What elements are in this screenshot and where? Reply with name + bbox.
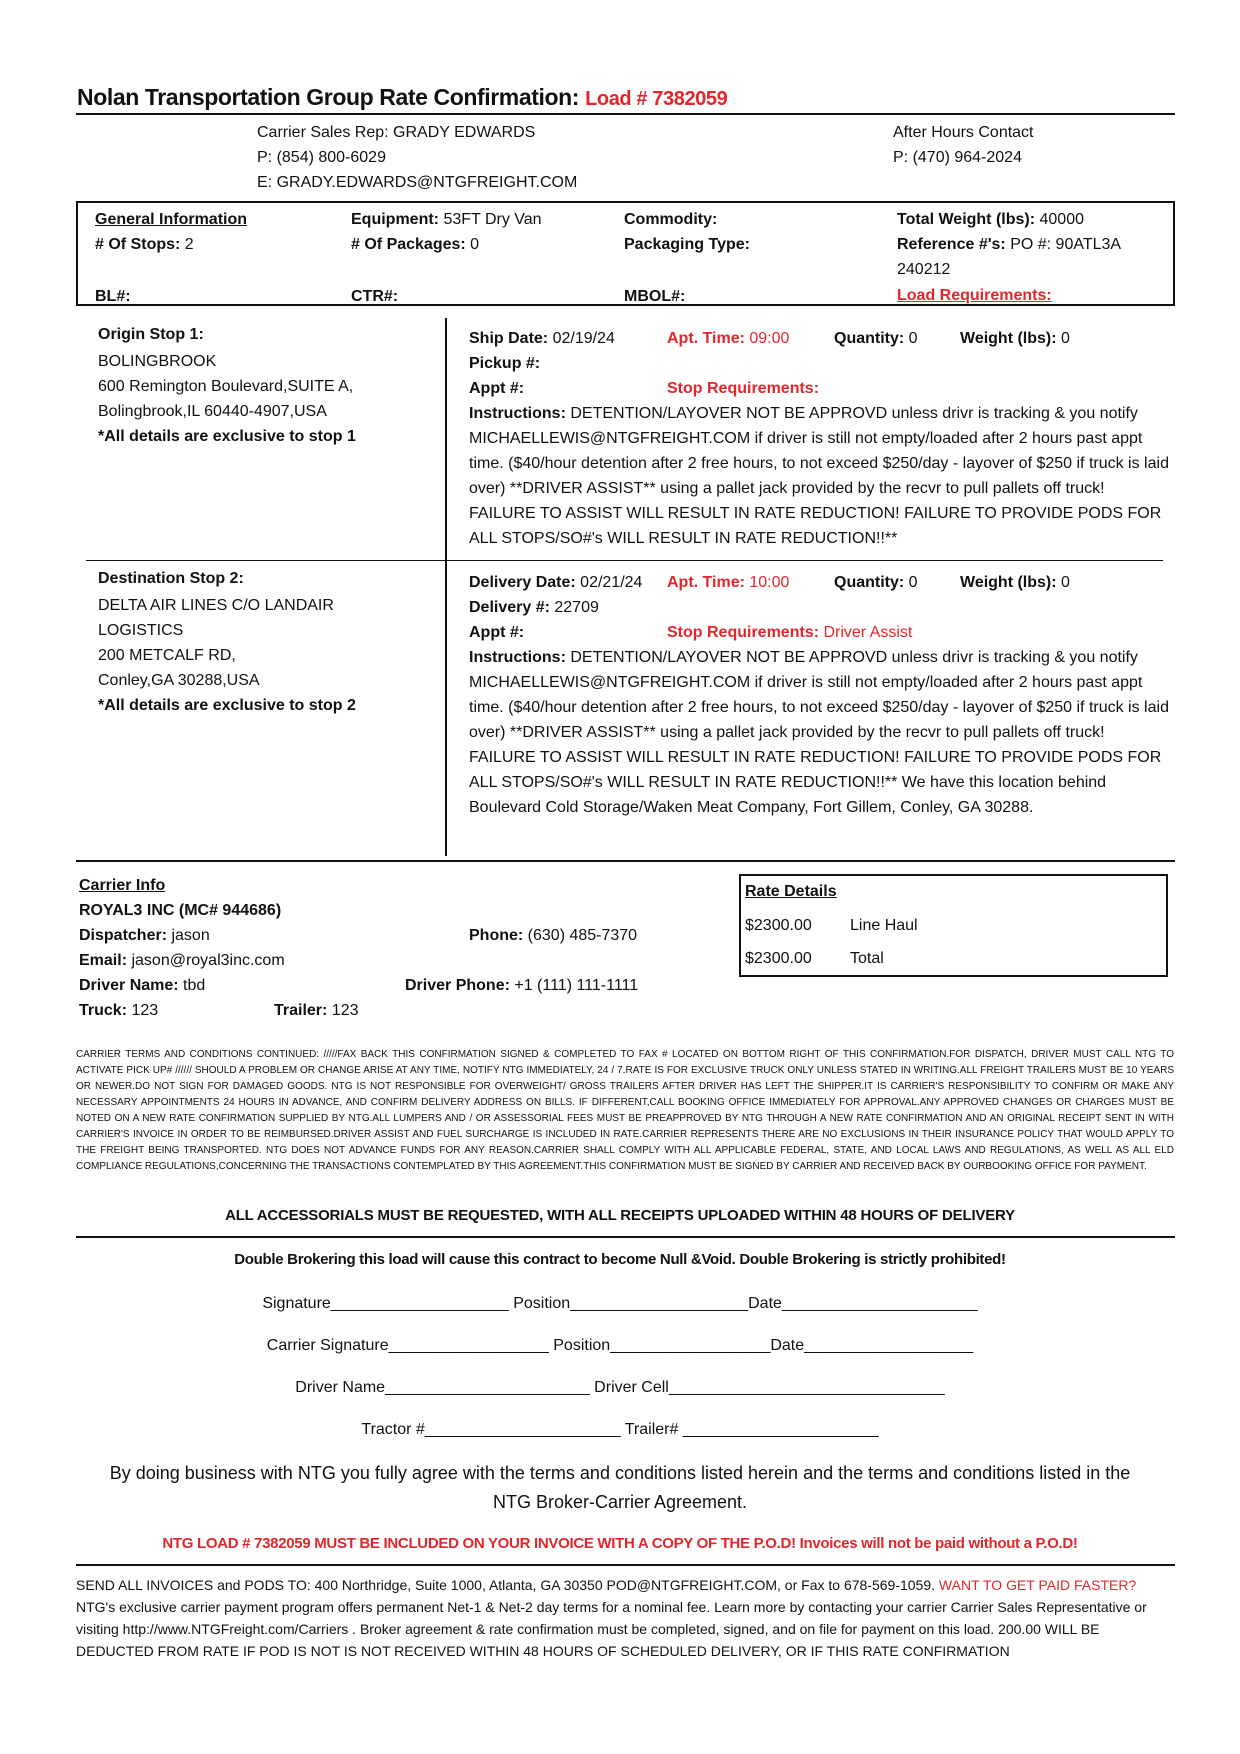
origin-qty-label: Quantity:	[834, 330, 905, 347]
delivery-date-field	[469, 574, 642, 592]
footer-text	[76, 1574, 1176, 1662]
carrier-phone-label: Phone:	[469, 927, 524, 944]
reference-label: Reference #'s:	[897, 236, 1006, 253]
destination-weight	[960, 574, 1070, 592]
origin-weight-value: 0	[1056, 330, 1070, 347]
total-weight-label: Total Weight (lbs):	[897, 211, 1036, 228]
accessorials-notice: ALL ACCESSORIALS MUST BE REQUESTED, WITH ALL RECEIPTS UPLOADED WITHIN 48 HOURS OF DELIVERY	[225, 1207, 1015, 1224]
agreement-line2: NTG Broker-Carrier Agreement.	[492, 1492, 748, 1512]
origin-instructions	[469, 401, 1169, 551]
delivery-date-label: Delivery Date:	[469, 574, 576, 591]
destination-quantity	[834, 574, 918, 592]
destination-stop-req-label: Stop Requirements:	[667, 624, 820, 641]
footer-paid-faster: WANT TO GET PAID FASTER?	[938, 1577, 1137, 1593]
origin-note: *All details are exclusive to stop 1	[98, 428, 356, 445]
footer-part3: NTG's exclusive carrier payment program offers permanent Net-1 & Net-2 day terms for a nominal fee. Learn more by contacting your carrier Carrier Sales Representative or visiting http://www.NTGFreight.com/Carriers . Broker agreement & rate confirmation must be completed, signed, and on file for payment on this load. 200.00 WILL BE DEDUCTED FROM RATE IF POD IS NOT IS NOT RECEIVED WITHIN 48 HOURS OF SCHEDULED DELIVERY, OR IF THIS RATE CONFIRMATION	[76, 1599, 1147, 1659]
origin-apt-time	[667, 330, 789, 348]
carrier-info-heading: Carrier Info	[79, 877, 166, 894]
carrier-phone-field	[469, 927, 637, 945]
carrier-signature-line[interactable]: Carrier Signature__________________ Position__________________Date___________________	[266, 1337, 974, 1354]
packages-value: 0	[465, 236, 480, 253]
delivery-date-value: 02/21/24	[575, 574, 643, 591]
packages-field	[351, 236, 479, 254]
title-text: Nolan Transportation Group Rate Confirmation:	[77, 84, 580, 110]
origin-heading: Origin Stop 1:	[98, 326, 204, 343]
stops-field	[95, 236, 194, 254]
destination-instructions	[469, 645, 1169, 820]
destination-apt-value: 10:00	[744, 574, 790, 591]
sales-email: E: GRADY.EDWARDS@NTGFREIGHT.COM	[257, 174, 578, 191]
destination-weight-label: Weight (lbs):	[960, 574, 1057, 591]
carrier-phone-value: (630) 485-7370	[523, 927, 638, 944]
ship-date-label: Ship Date:	[469, 330, 549, 347]
invoice-notice: NTG LOAD # 7382059 MUST BE INCLUDED ON YOUR INVOICE WITH A COPY OF THE P.O.D! Invoices will not be paid without a P.O.D!	[162, 1535, 1078, 1552]
trailer-value: 123	[327, 1002, 359, 1019]
carrier-email-label: Email:	[79, 952, 128, 969]
footer-rule	[76, 1564, 1175, 1566]
destination-heading: Destination Stop 2:	[98, 570, 244, 587]
delivery-number-value: 22709	[549, 599, 599, 616]
driver-line[interactable]: Driver Name_______________________ Driver Cell_______________________________	[295, 1379, 945, 1396]
rate-details-heading: Rate Details	[745, 883, 837, 900]
equipment-value: 53FT Dry Van	[439, 211, 542, 228]
carrier-email-field	[79, 952, 285, 970]
title-rule	[76, 113, 1175, 115]
destination-instructions-label: Instructions:	[469, 649, 566, 666]
sales-phone: P: (854) 800-6029	[257, 149, 386, 166]
truck-label: Truck:	[79, 1002, 128, 1019]
origin-weight	[960, 330, 1070, 348]
carrier-section-rule	[76, 860, 1175, 862]
destination-qty-value: 0	[904, 574, 918, 591]
double-brokering-notice: Double Brokering this load will cause this contract to become Null &Void. Double Brokering is strictly prohibited!	[234, 1251, 1006, 1268]
after-hours-phone: P: (470) 964-2024	[893, 149, 1022, 166]
destination-address2: Conley,GA 30288,USA	[98, 672, 260, 689]
equipment-field	[351, 211, 542, 229]
destination-address1: 200 METCALF RD,	[98, 647, 236, 664]
dispatcher-label: Dispatcher:	[79, 927, 168, 944]
rate-amount-1: $2300.00	[745, 917, 812, 934]
origin-appt-label: Appt #:	[469, 380, 525, 397]
commodity-label: Commodity:	[624, 211, 718, 228]
after-hours-label: After Hours Contact	[893, 124, 1034, 141]
origin-instructions-text: DETENTION/LAYOVER NOT BE APPROVD unless drivr is tracking & you notify MICHAELLEWIS@NTGFREIGHT.COM if driver is still not empty/loaded after 2 hours past appt time. ($40/hour detention after 2 free hours, to not exceed $250/day - layover of $250 if truck is laid over) **DRIVER ASSIST** using a pallet jack provided by the recvr to pull pallets off truck! FAILURE TO ASSIST WILL RESULT IN RATE REDUCTION! FAILURE TO PROVIDE PODS FOR ALL STOPS/SO#'s WILL RESULT IN RATE REDUCTION!!**	[469, 405, 1169, 547]
page-title	[77, 84, 727, 111]
stops-row-divider	[86, 560, 1163, 561]
origin-stop-requirements: Stop Requirements:	[667, 380, 820, 397]
destination-name1: DELTA AIR LINES C/O LANDAIR	[98, 597, 334, 614]
stops-label: # Of Stops:	[95, 236, 181, 253]
load-requirements-link[interactable]: Load Requirements:	[897, 287, 1052, 304]
destination-instructions-text: DETENTION/LAYOVER NOT BE APPROVD unless drivr is tracking & you notify MICHAELLEWIS@NTGFREIGHT.COM if driver is still not empty/loaded after 2 hours past appt time. ($40/hour detention after 2 free hours, to not exceed $250/day - layover of $250 if truck is laid over) **DRIVER ASSIST** using a pallet jack provided by the recvr to pull pallets off truck! FAILURE TO ASSIST WILL RESULT IN RATE REDUCTION! FAILURE TO PROVIDE PODS FOR ALL STOPS/SO#'s WILL RESULT IN RATE REDUCTION!!** We have this location behind Boulevard Cold Storage/Waken Meat Company, Fort Gillem, Conley, GA 30288.	[469, 649, 1169, 816]
mbol-label: MBOL#:	[624, 288, 686, 305]
origin-weight-label: Weight (lbs):	[960, 330, 1057, 347]
destination-note: *All details are exclusive to stop 2	[98, 697, 356, 714]
packaging-label: Packaging Type:	[624, 236, 750, 253]
destination-qty-label: Quantity:	[834, 574, 905, 591]
destination-appt-label: Appt #:	[469, 624, 525, 641]
ship-date-field	[469, 330, 615, 348]
destination-stop-requirements	[667, 624, 912, 642]
dispatcher-field	[79, 927, 210, 945]
equipment-label: Equipment:	[351, 211, 439, 228]
delivery-number-field	[469, 599, 599, 617]
origin-quantity	[834, 330, 918, 348]
ctr-label: CTR#:	[351, 288, 399, 305]
signature-line[interactable]: Signature____________________ Position____________________Date______________________	[262, 1295, 978, 1312]
truck-field	[79, 1002, 158, 1020]
origin-address2: Bolingbrook,IL 60440-4907,USA	[98, 403, 327, 420]
carrier-name: ROYAL3 INC (MC# 944686)	[79, 902, 282, 919]
dispatcher-value: jason	[167, 927, 210, 944]
trailer-field	[274, 1002, 359, 1020]
general-info-heading: General Information	[95, 211, 248, 228]
driver-name-value: tbd	[178, 977, 206, 994]
total-weight-value: 40000	[1035, 211, 1084, 228]
sales-rep: Carrier Sales Rep: GRADY EDWARDS	[257, 124, 536, 141]
load-number: Load # 7382059	[585, 88, 728, 110]
destination-stop-req-value: Driver Assist	[819, 624, 913, 641]
packages-label: # Of Packages:	[351, 236, 466, 253]
destination-weight-value: 0	[1056, 574, 1070, 591]
trailer-label: Trailer:	[274, 1002, 328, 1019]
origin-name: BOLINGBROOK	[98, 353, 217, 370]
origin-apt-value: 09:00	[744, 330, 790, 347]
delivery-number-label: Delivery #:	[469, 599, 550, 616]
carrier-email-value: jason@royal3inc.com	[127, 952, 285, 969]
stops-value: 2	[180, 236, 194, 253]
origin-instructions-label: Instructions:	[469, 405, 566, 422]
reference-value: PO #: 90ATL3A	[1005, 236, 1122, 253]
carrier-terms: CARRIER TERMS AND CONDITIONS CONTINUED: /////FAX BACK THIS CONFIRMATION SIGNED & COMPLETED TO FAX # LOCATED ON BOTTOM RIGHT OF THIS CONFIRMATION.FOR DISPATCH, DRIVER MUST CALL NTG TO ACTIVATE PICK UP# ////// SHOULD A PROBLEM OR CHANGE ARISE AT ANY TIME, NOTIFY NTG IMMEDIATELY, 24 / 7.RATE IS FOR EXCLUSIVE TRUCK ONLY UNLESS STATED IN WRITING.ALL FREIGHT TRAILERS MUST BE 10 YEARS OR NEWER.DO NOT SIGN FOR DAMAGED GOODS. NTG IS NOT RESPONSIBLE FOR OVERWEIGHT/ GROSS TRAILERS AFTER DRIVER HAS LEFT THE SHIPPER.IT IS CARRIER'S RESPONSIBILITY TO CONFIRM OR MAKE ANY NECESSARY APPOINTMENTS 24 HOURS IN ADVANCE, AND CONFIRM DELIVERY ADDRESS ON BILLS. IF DIFFERENT,CALL BOOKING OFFICE IMMEDIATELY FOR APPROVAL.ANY APPROVED CHANGES OR CHARGES MUST BE NOTED ON A NEW RATE CONFIRMATION SUPPLIED BY NTG.ALL LUMPERS AND / OR ASSESSORIAL FEES MUST BE PREAPPROVED BY NTG THROUGH A NEW RATE CONFIRMATION AND AN ORIGINAL RECEIPT SENT IN WITH CARRIER'S INVOICE IN ORDER TO BE REIMBURSED.DRIVER ASSIST AND FUEL SURCHARGE IS INCLUDED IN RATE.CARRIER REPRESENTS THERE ARE NO EXCLUSIONS IN THEIR INSURANCE POLICY THAT WOULD APPLY TO THE FREIGHT BEING TRANSPORTED. NTG DOES NOT ADVANCE FUNDS FOR ANY REASON.CARRIER SHALL COMPLY WITH ALL APPLICABLE FEDERAL, STATE, AND LOCAL LAWS AND REGULATIONS, AS WELL AS ALL ELD COMPLIANCE REGULATIONS,CONCERNING THE TRANSACTIONS CONTEMPLATED BY THIS AGREEMENT.THIS CONFIRMATION MUST BE SIGNED BY CARRIER AND RECEIVED BACK BY OURBOOKING OFFICE FOR PAYMENT.	[76, 1049, 1174, 1172]
truck-value: 123	[127, 1002, 159, 1019]
driver-name-field	[79, 977, 205, 995]
destination-apt-time	[667, 574, 789, 592]
origin-address1: 600 Remington Boulevard,SUITE A,	[98, 378, 354, 395]
footer-part1: SEND ALL INVOICES and PODS TO: 400 Northridge, Suite 1000, Atlanta, GA 30350 POD@NTGFREIGHT.COM, or Fax to 678-569-1059.	[76, 1577, 939, 1593]
reference-field	[897, 236, 1121, 254]
origin-apt-label: Apt. Time:	[667, 330, 745, 347]
destination-name2: LOGISTICS	[98, 622, 184, 639]
total-weight-field	[897, 211, 1084, 229]
rate-desc-1: Line Haul	[850, 917, 918, 934]
driver-phone-value: +1 (111) 111-1111	[509, 977, 639, 994]
bl-label: BL#:	[95, 288, 131, 305]
rate-amount-2: $2300.00	[745, 950, 812, 967]
stops-column-divider	[445, 318, 447, 856]
driver-phone-label: Driver Phone:	[405, 977, 510, 994]
reference-value-cont: 240212	[897, 261, 951, 278]
ship-date-value: 02/19/24	[548, 330, 615, 347]
driver-name-label: Driver Name:	[79, 977, 179, 994]
rate-desc-2: Total	[850, 950, 884, 967]
tractor-trailer-line[interactable]: Tractor #______________________ Trailer# ______________________	[361, 1421, 879, 1438]
origin-qty-value: 0	[904, 330, 918, 347]
notice-rule	[76, 1236, 1175, 1238]
destination-apt-label: Apt. Time:	[667, 574, 745, 591]
agreement-line1: By doing business with NTG you fully agree with the terms and conditions listed herein and the terms and conditions listed in the	[109, 1463, 1131, 1483]
pickup-label: Pickup #:	[469, 355, 541, 372]
driver-phone-field	[405, 977, 638, 995]
